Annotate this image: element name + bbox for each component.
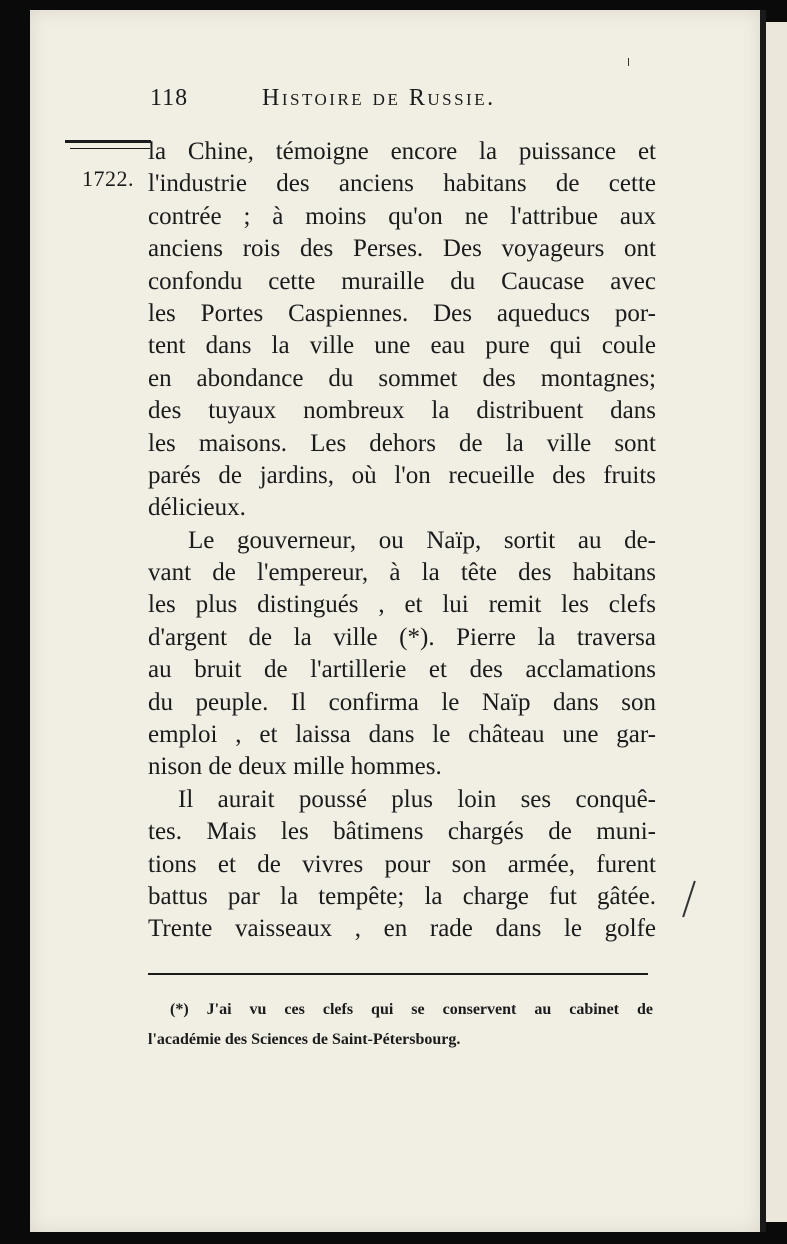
body-text — [148, 136, 656, 946]
text-line: tions et de vivres pour son armée, furent — [148, 850, 656, 878]
paragraph-start-line: Le gouverneur, ou Naïp, sortit au de- — [188, 526, 656, 554]
paragraph-start-line: Il aurait poussé plus loin ses conquê- — [178, 785, 656, 813]
footnote-rule — [148, 973, 648, 975]
text-line: les plus distingués , et lui remit les clefs — [148, 591, 656, 619]
text-line: tes. Mais les bâtimens chargés de muni- — [148, 818, 656, 846]
text-line: vant de l'empereur, à la tête des habitans — [148, 559, 656, 587]
text-line: du peuple. Il confirma le Naïp dans son — [148, 688, 656, 716]
text-line: des tuyaux nombreux la distribuent dans — [148, 397, 656, 425]
text-line: parés de jardins, où l'on recueille des fruits — [148, 461, 656, 489]
text-line: les maisons. Les dehors de la ville sont — [148, 429, 656, 457]
page-number: 118 — [150, 85, 189, 111]
text-line: nison de deux mille hommes. — [148, 753, 442, 781]
footnote-line: l'académie des Sciences de Saint-Pétersbourg. — [148, 1031, 461, 1048]
margin-year: 1722. — [82, 166, 134, 191]
next-page-edge — [766, 22, 787, 1222]
text-line: d'argent de la ville (*). Pierre la traversa — [148, 623, 656, 651]
text-line: battus par la tempête; la charge fut gâtée. — [148, 882, 656, 910]
running-title: Histoire de Russie. — [262, 85, 496, 111]
text-line: contrée ; à moins qu'on ne l'attribue aux — [148, 202, 656, 230]
text-line: en abondance du sommet des montagnes; — [148, 364, 656, 392]
text-line: tent dans la ville une eau pure qui coule — [148, 332, 656, 360]
text-line: confondu cette muraille du Caucase avec — [148, 267, 656, 295]
page-header — [150, 85, 547, 119]
text-line: Trente vaisseaux , en rade dans le golfe — [148, 915, 656, 943]
margin-rule — [65, 140, 151, 143]
footnote — [148, 995, 653, 1055]
text-line: les Portes Caspiennes. Des aqueducs por- — [148, 299, 656, 327]
pencil-mark — [628, 58, 629, 66]
text-line: anciens rois des Perses. Des voyageurs ont — [148, 235, 656, 263]
text-line: l'industrie des anciens habitans de cette — [148, 170, 656, 198]
text-line: au bruit de l'artillerie et des acclamations — [148, 656, 656, 684]
margin-rule-thin — [70, 148, 150, 149]
text-line: délicieux. — [148, 494, 246, 522]
text-line: emploi , et laissa dans le château une gar- — [148, 721, 656, 749]
text-line: la Chine, témoigne encore la puissance et — [148, 138, 656, 165]
footnote-line: (*) J'ai vu ces clefs qui se conservent au cabinet de — [170, 1001, 653, 1018]
